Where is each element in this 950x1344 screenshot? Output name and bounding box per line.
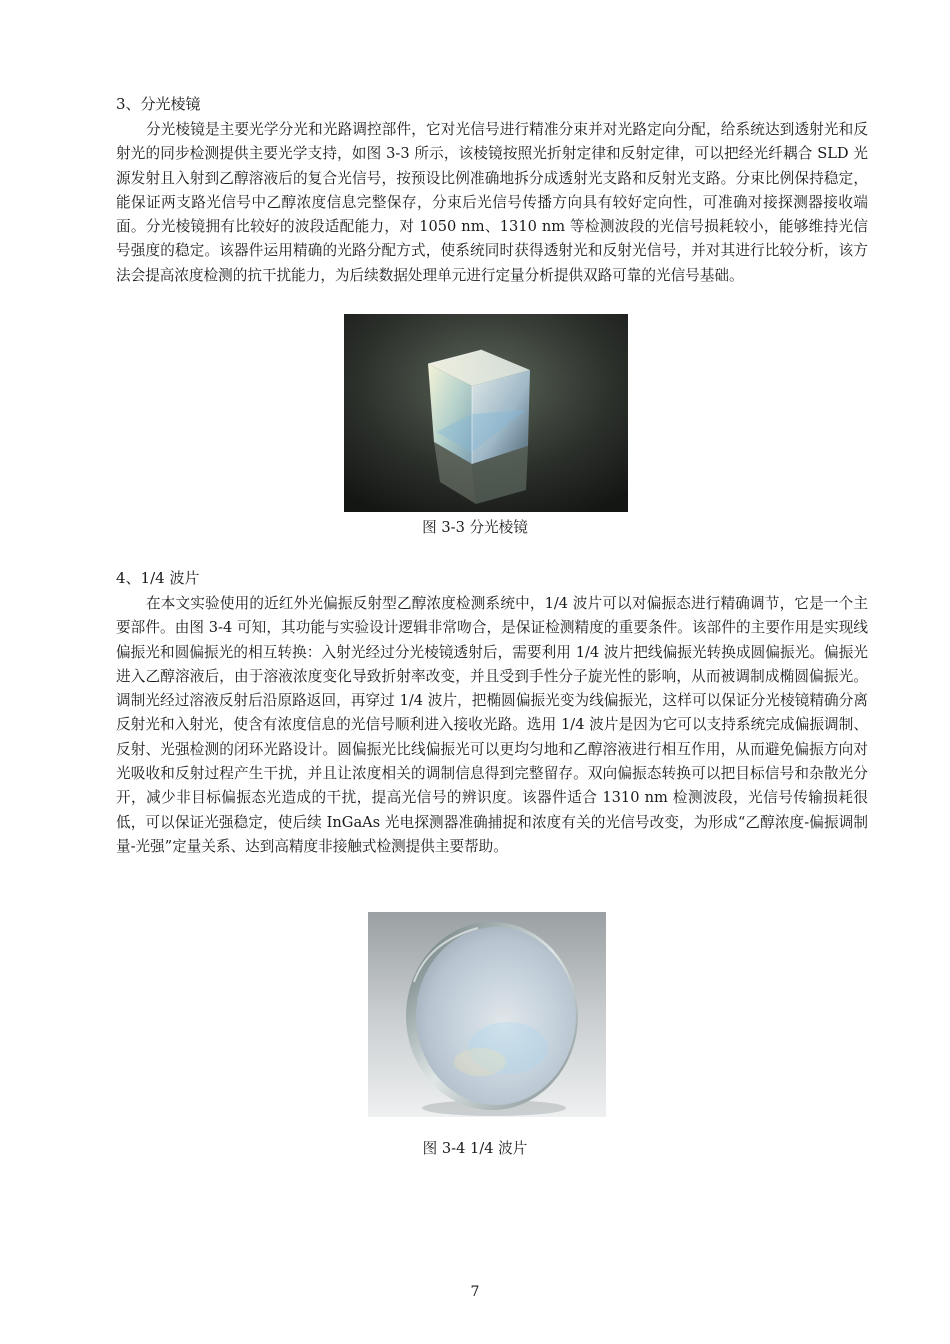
section-heading-quarter-wave-plate: 4、1/4 波片: [116, 569, 200, 587]
paragraph-quarter-wave-plate: 在本文实验使用的近红外光偏振反射型乙醇浓度检测系统中，1/4 波片可以对偏振态进行精确调节，它是一个主要部件。由图 3-4 可知，其功能与实验设计逻辑非常吻合，是保证检测精度的重要条件。该部件的主要作用是实现线偏振光和圆偏振光的相互转换：入射光经过分光棱镜透射后，需要利用 1/4 波片把线偏振光转换成圆偏振光。偏振光进入乙醇溶液后，由于溶液浓度变化导致折射率改变，并且受到手性分子旋光性的影响，从而被调制成椭圆偏振光。调制光经过溶液反射后沿原路返回，再穿过 1/4 波片，把椭圆偏振光变为线偏振光，这样可以保证分光棱镜精确分离反射光和入射光，使含有浓度信息的光信号顺利进入接收光路。选用 1/4 波片是因为它可以支持系统完成偏振调制、反射、光强检测的闭环光路设计。圆偏振光比线偏振光可以更均匀地和乙醇溶液进行相互作用，从而避免偏振方向对光吸收和反射过程产生干扰，并且让浓度相关的调制信息得到完整留存。双向偏振态转换可以把目标信号和杂散光分开，减少非目标偏振态光造成的干扰，提高光信号的辨识度。该器件适合 1310 nm 检测波段，光信号传输损耗很低，可以保证光强稳定，使后续 InGaAs 光电探测器准确捕捉和浓度有关的光信号改变，为形成“乙醇浓度-偏振调制量-光强”定量关系、达到高精度非接触式检测提供主要帮助。: [116, 595, 868, 855]
figure-caption-3-4: 图 3-4 1/4 波片: [422, 1140, 528, 1157]
figure-caption-3-3: 图 3-3 分光棱镜: [422, 519, 528, 536]
figure-quarter-wave-plate-image: [368, 912, 606, 1117]
paragraph-beam-splitter: 分光棱镜是主要光学分光和光路调控部件，它对光信号进行精准分束并对光路定向分配，给系统达到透射光和反射光的同步检测提供主要光学支持，如图 3-3 所示，该棱镜按照光折射定律和反射定律，可以把经光纤耦合 SLD 光源发射且入射到乙醇溶液后的复合光信号，按预设比例准确地拆分成透射光支路和反射光支路。分束比例保持稳定，能保证两支路光信号中乙醇浓度信息完整保存，分束后光信号传播方向具有较好定向性，可准确对接探测器接收端面。分光棱镜拥有比较好的波段适配能力，对 1050 nm、1310 nm 等检测波段的光信号损耗较小，能够维持光信号强度的稳定。该器件运用精确的光路分配方式，使系统同时获得透射光和反射光信号，并对其进行比较分析，该方法会提高浓度检测的抗干扰能力，为后续数据处理单元进行定量分析提供双路可靠的光信号基础。: [116, 121, 868, 284]
figure-beam-splitter-prism-image: [344, 314, 628, 512]
page-number: 7: [470, 1284, 480, 1300]
section-heading-beam-splitter: 3、分光棱镜: [116, 95, 201, 113]
